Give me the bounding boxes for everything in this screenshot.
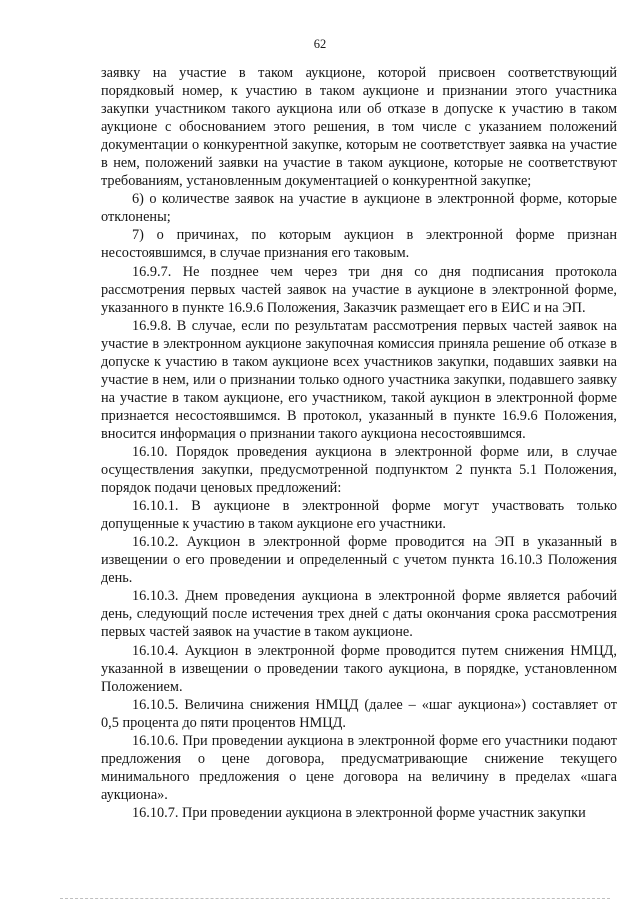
scan-edge-line — [60, 898, 610, 899]
paragraph-16-10-5: 16.10.5. Величина снижения НМЦД (далее – «шаг аукциона») составляет от 0,5 процента до пяти процентов НМЦД. — [101, 696, 617, 731]
paragraph-16-10-3: 16.10.3. Днем проведения аукциона в электронной форме является рабочий день, следующий после истечения трех дней с даты окончания срока рассмотрения первых частей заявок на участие в таком аукционе. — [101, 588, 617, 641]
page-number: 62 — [313, 37, 327, 51]
body-text — [101, 64, 617, 822]
paragraph-16-10-2: 16.10.2. Аукцион в электронной форме проводится на ЭП в указанный в извещении о его проведении и определенный с учетом пункта 16.10.3 Положения день. — [101, 534, 617, 587]
paragraph-16-10-7: 16.10.7. При проведении аукциона в электронной форме участник закупки — [132, 804, 586, 821]
paragraph-16-9-7: 16.9.7. Не позднее чем через три дня со дня подписания протокола рассмотрения первых частей заявок на участие в аукционе в электронной форме, указанного в пункте 16.9.6 Положения, Заказчик размещает его в ЕИС и на ЭП. — [101, 263, 617, 316]
paragraph-16-10-1: 16.10.1. В аукционе в электронной форме могут участвовать только допущенные к участию в таком аукционе его участники. — [101, 498, 617, 533]
paragraph-item-6: 6) о количестве заявок на участие в аукционе в электронной форме, которые отклонены; — [101, 191, 617, 226]
paragraph-16-10-4: 16.10.4. Аукцион в электронной форме проводится путем снижения НМЦД, указанной в извещении о проведении такого аукциона, в порядке, установленном Положением. — [101, 642, 617, 695]
paragraph-16-10: 16.10. Порядок проведения аукциона в электронной форме или, в случае осуществления закупки, предусмотренной подпунктом 2 пункта 5.1 Положения, порядок подачи ценовых предложений: — [101, 443, 617, 497]
paragraph-16-10-6: 16.10.6. При проведении аукциона в электронной форме его участники подают предложения о цене договора, предусматривающие снижение текущего минимального предложения о цене договора на величину в пределах «шага аукциона». — [101, 732, 617, 803]
paragraph-16-9-8: 16.9.8. В случае, если по результатам рассмотрения первых частей заявок на участие в электронном аукционе закупочная комиссия приняла решение об отказе в допуске к участию в таком аукционе всех участников закупки, подавших заявки на участие в нем, или о признании только одного участника закупки, подавшего заявку на участие в таком аукционе, его участником, такой аукцион в электронной форме признается несостоявшимся. В протокол, указанный в пункте 16.9.6 Положения, вносится информация о признании такого аукциона несостоявшимся. — [101, 317, 617, 442]
paragraph-item-7: 7) о причинах, по которым аукцион в электронной форме признан несостоявшимся, в случае признания его таковым. — [101, 227, 617, 262]
paragraph-continuation: заявку на участие в таком аукционе, которой присвоен соответствующий порядковый номер, к участию в таком аукционе и признании этого участника закупки участником такого аукциона или об отказе в допуске к участию в таком аукционе с обоснованием этого решения, в том числе с указанием положений документации о конкурентной закупке, которым не соответствует заявка на участие в нем, положений заявки на участие в таком аукционе, которые не соответствуют требованиям, установленным документацией о конкурентной закупке; — [101, 65, 617, 190]
